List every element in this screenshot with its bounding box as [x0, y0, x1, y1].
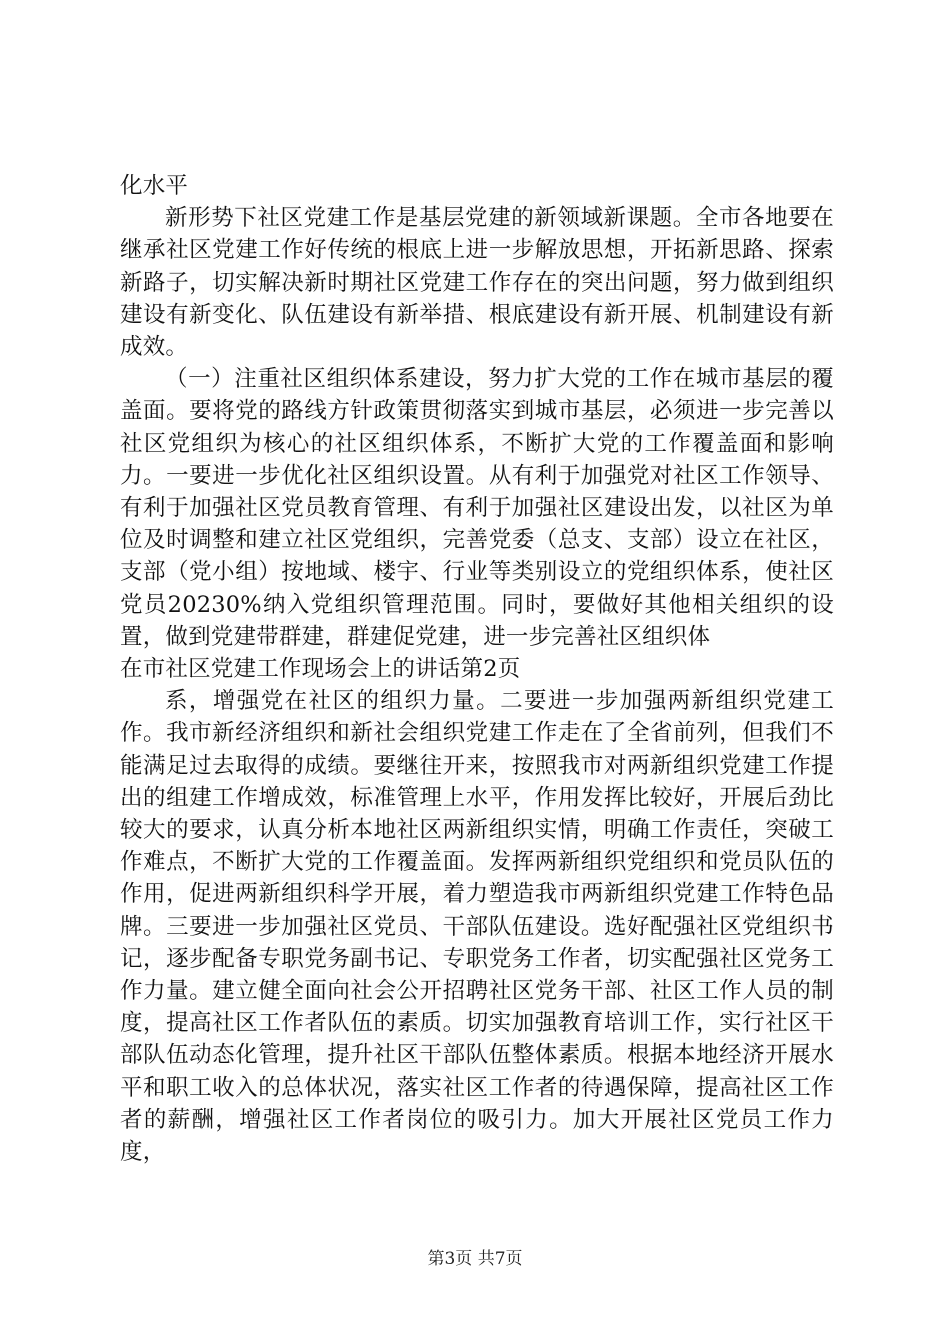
paragraph-section-one: （一）注重社区组织体系建设，努力扩大党的工作在城市基层的覆盖面。要将党的路线方针政策贯彻落实到城市基层，必须进一步完善以社区党组织为核心的社区组织体系，不断扩大党的工作覆盖面和影响力。一要进一步优化社区组织设置。从有利于加强党对社区工作领导、有利于加强社区党员教育管理、有利于加强社区建设出发，以社区为单位及时调整和建立社区党组织，完善党委（总支、支部）设立在社区，支部（党小组）按地域、楼宇、行业等类别设立的党组织体系，使社区党员20230%纳入党组织管理范围。同时，要做好其他相关组织的设置，做到党建带群建，群建促党建，进一步完善社区组织体 [120, 366, 834, 650]
paragraph-continuation: 化水平 [120, 173, 189, 199]
paragraph-section-one-cont: 系，增强党在社区的组织力量。二要进一步加强两新组织党建工作。我市新经济组织和新社会组织党建工作走在了全省前列，但我们不能满足过去取得的成绩。要继往开来，按照我市对两新组织党建工作提出的组建工作增成效，标准管理上水平，作用发挥比较好，开展后劲比较大的要求，认真分析本地社区两新组织实情，明确工作责任，突破工作难点，不断扩大党的工作覆盖面。发挥两新组织党组织和党员队伍的作用，促进两新组织科学开展，着力塑造我市两新组织党建工作特色品牌。三要进一步加强社区党员、干部队伍建设。选好配强社区党组织书记，逐步配备专职党务副书记、专职党务工作者，切实配强社区党务工作力量。建立健全面向社会公开招聘社区党务干部、社区工作人员的制度，提高社区工作者队伍的素质。切实加强教育培训工作，实行社区干部队伍动态化管理，提升社区干部队伍整体素质。根据本地经济开展水平和职工收入的总体状况，落实社区工作者的待遇保障，提高社区工作者的薪酬，增强社区工作者岗位的吸引力。加大开展社区党员工作力度， [120, 688, 834, 1166]
page-title-line: 在市社区党建工作现场会上的讲话第2页 [120, 656, 521, 683]
paragraph-intro: 新形势下社区党建工作是基层党建的新领域新课题。全市各地要在继承社区党建工作好传统的根底上进一步解放思想，开拓新思路、探索新路子，切实解决新时期社区党建工作存在的突出问题，努力做到组织建设有新变化、队伍建设有新举措、根底建设有新开展、机制建设有新成效。 [120, 205, 834, 361]
document-body [120, 170, 834, 1168]
page-footer: 第3页 共7页 [427, 1249, 523, 1269]
